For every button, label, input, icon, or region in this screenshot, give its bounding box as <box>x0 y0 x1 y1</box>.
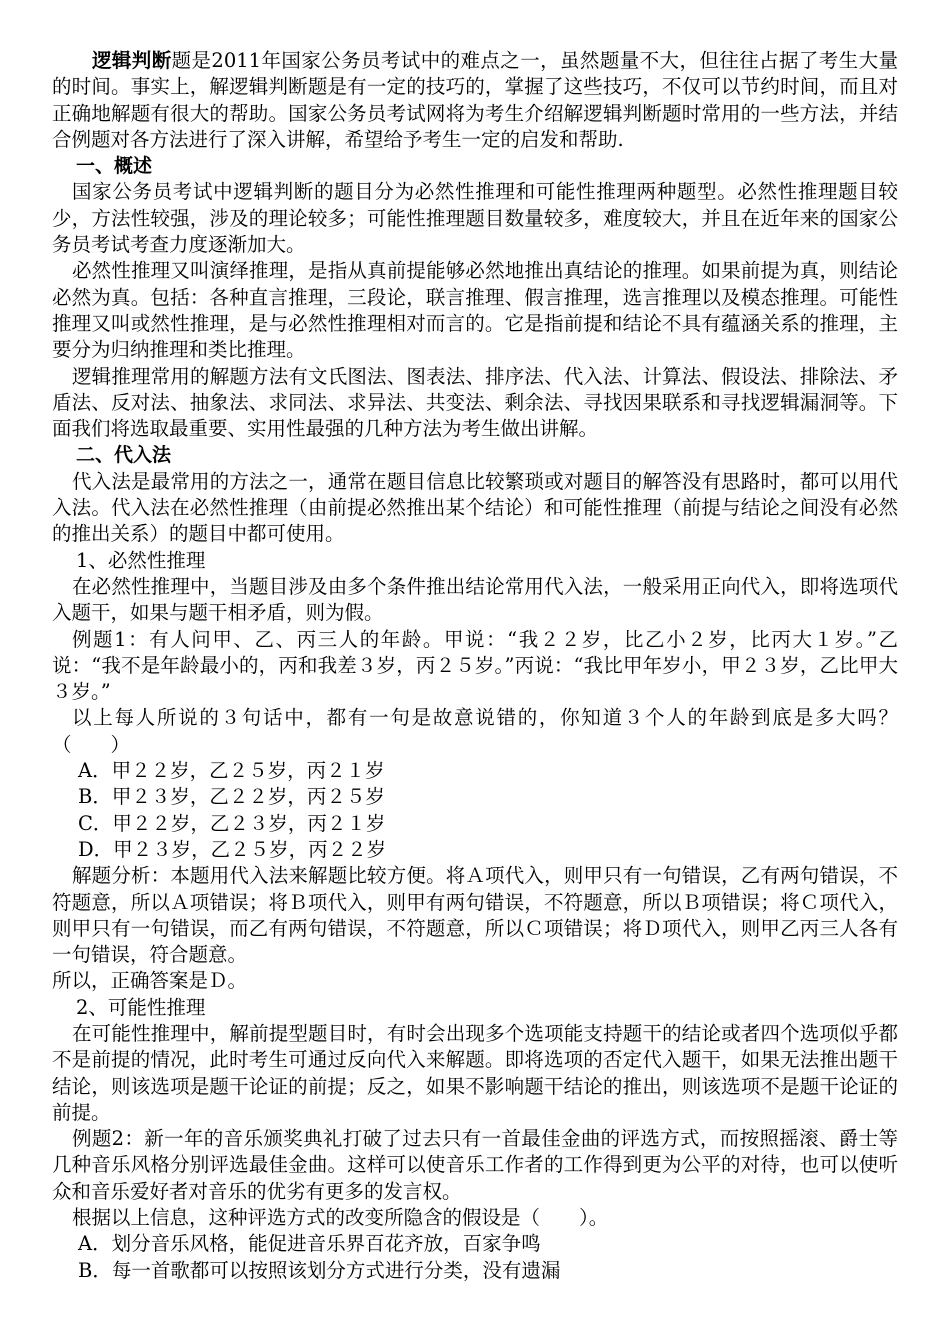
example-1-text: 例题1：有人问甲、乙、丙三人的年龄。甲说：“我２２岁，比乙小２岁，比丙大１岁。”乙说：“我不是年龄最小的，丙和我差３岁，丙２５岁。”丙说：“我比甲年岁小，甲２３岁，乙比甲大３岁。” <box>52 627 898 704</box>
subsection-title-possible: 2、可能性推理 <box>76 995 206 1019</box>
intro-text: 题是2011年国家公务员考试中的难点之一，虽然题量不大，但往往占据了考生大量的时间。事实上，解逻辑判断题是有一定的技巧的，掌握了这些技巧，不仅可以节约时间，而且对正确地解题有很大的帮助。国家公务员考试网将为考生介绍解逻辑判断题时常用的一些方法，并结合例题对各方法进行了深入讲解，希望给予考生一定的启发和帮助. <box>52 49 898 151</box>
example-2-text: 例题2：新一年的音乐颁奖典礼打破了过去只有一首最佳金曲的评选方式，而按照摇滚、爵士等几种音乐风格分别评选最佳金曲。这样可以使音乐工作者的工作得到更为公平的对待，也可以使听众和音乐爱好者对音乐的优劣有更多的发言权。 <box>52 1127 898 1203</box>
example-1-option-d: D．甲２３岁，乙２５岁，丙２２岁 <box>78 837 387 861</box>
overview-paragraph-3: 逻辑推理常用的解题方法有文氏图法、图表法、排序法、代入法、计算法、假设法、排除法、矛盾法、反对法、抽象法、求同法、求异法、共变法、剩余法、寻找因果联系和寻找逻辑漏洞等。下面我们将选取最重要、实用性最强的几种方法为考生做出讲解。 <box>52 364 898 441</box>
section-heading-substitution: 二、代入法 <box>76 444 172 467</box>
example-1-question: 以上每人所说的３句话中，都有一句是故意说错的，你知道３个人的年龄到底是多大吗？（ ） <box>52 706 898 756</box>
overview-paragraph-2: 必然性推理又叫演绎推理，是指从真前提能够必然地推出真结论的推理。如果前提为真，则结论必然为真。包括：各种直言推理，三段论，联言推理、假言推理，选言推理以及模态推理。可能性推理又叫或然性推理，是与必然性推理相对而言的。它是指前提和结论不具有蕴涵关系的推理，主要分为归纳推理和类比推理。 <box>52 259 898 362</box>
overview-paragraph-1: 国家公务员考试中逻辑判断的题目分为必然性推理和可能性推理两种题型。必然性推理题目较少，方法性较强，涉及的理论较多；可能性推理题目数量较多，难度较大，并且在近年来的国家公务员考试考查力度逐渐加大。 <box>52 180 898 257</box>
example-1-option-a: A．甲２２岁，乙２５岁，丙２１岁 <box>78 759 385 783</box>
example-2-question: 根据以上信息，这种评选方式的改变所隐含的假设是（ ）。 <box>72 1206 609 1230</box>
example-1-answer: 所以，正确答案是Ｄ。 <box>52 969 248 993</box>
subsection-title-necessary: 1、必然性推理 <box>76 548 206 572</box>
necessary-description: 在必然性推理中，当题目涉及由多个条件推出结论常用代入法，一般采用正向代入，即将选项代入题干，如果与题干相矛盾，则为假。 <box>52 574 898 625</box>
example-2-option-b: B．每一首歌都可以按照该划分方式进行分类，没有遗漏 <box>78 1258 561 1282</box>
example-2-option-a: A．划分音乐风格，能促进音乐界百花齐放，百家争鸣 <box>78 1232 541 1256</box>
intro-keyword: 逻辑判断 <box>92 49 172 72</box>
possible-description: 在可能性推理中，解前提型题目时，有时会出现多个选项能支持题干的结论或者四个选项似乎都不是前提的情况，此时考生可通过反向代入来解题。即将选项的否定代入题干，如果无法推出题干结论，则该选项是题干论证的前提；反之，如果不影响题干结论的推出，则该选项不是题干论证的前提。 <box>52 1021 898 1124</box>
example-1-option-b: B．甲２３岁，乙２２岁，丙２５岁 <box>78 785 385 809</box>
intro-paragraph <box>52 48 898 153</box>
example-1-option-c: C．甲２２岁，乙２３岁，丙２１岁 <box>78 811 386 835</box>
substitution-intro: 代入法是最常用的方法之一，通常在题目信息比较繁琐或对题目的解答没有思路时，都可以用代入法。代入法在必然性推理（由前提必然推出某个结论）和可能性推理（前提与结论之间没有必然的推出关系）的题目中都可使用。 <box>52 469 898 546</box>
section-heading-overview: 一、概述 <box>76 155 153 178</box>
example-1-analysis: 解题分析：本题用代入法来解题比较方便。将Ａ项代入，则甲只有一句错误，乙有两句错误，不符题意，所以Ａ项错误；将Ｂ项代入，则甲有两句错误，不符题意，所以Ｂ项错误；将Ｃ项代入，则甲只有一句错误，而乙有两句错误，不符题意，所以Ｃ项错误；将Ｄ项代入，则甲乙丙三人各有一句错误，符合题意。 <box>52 864 898 967</box>
